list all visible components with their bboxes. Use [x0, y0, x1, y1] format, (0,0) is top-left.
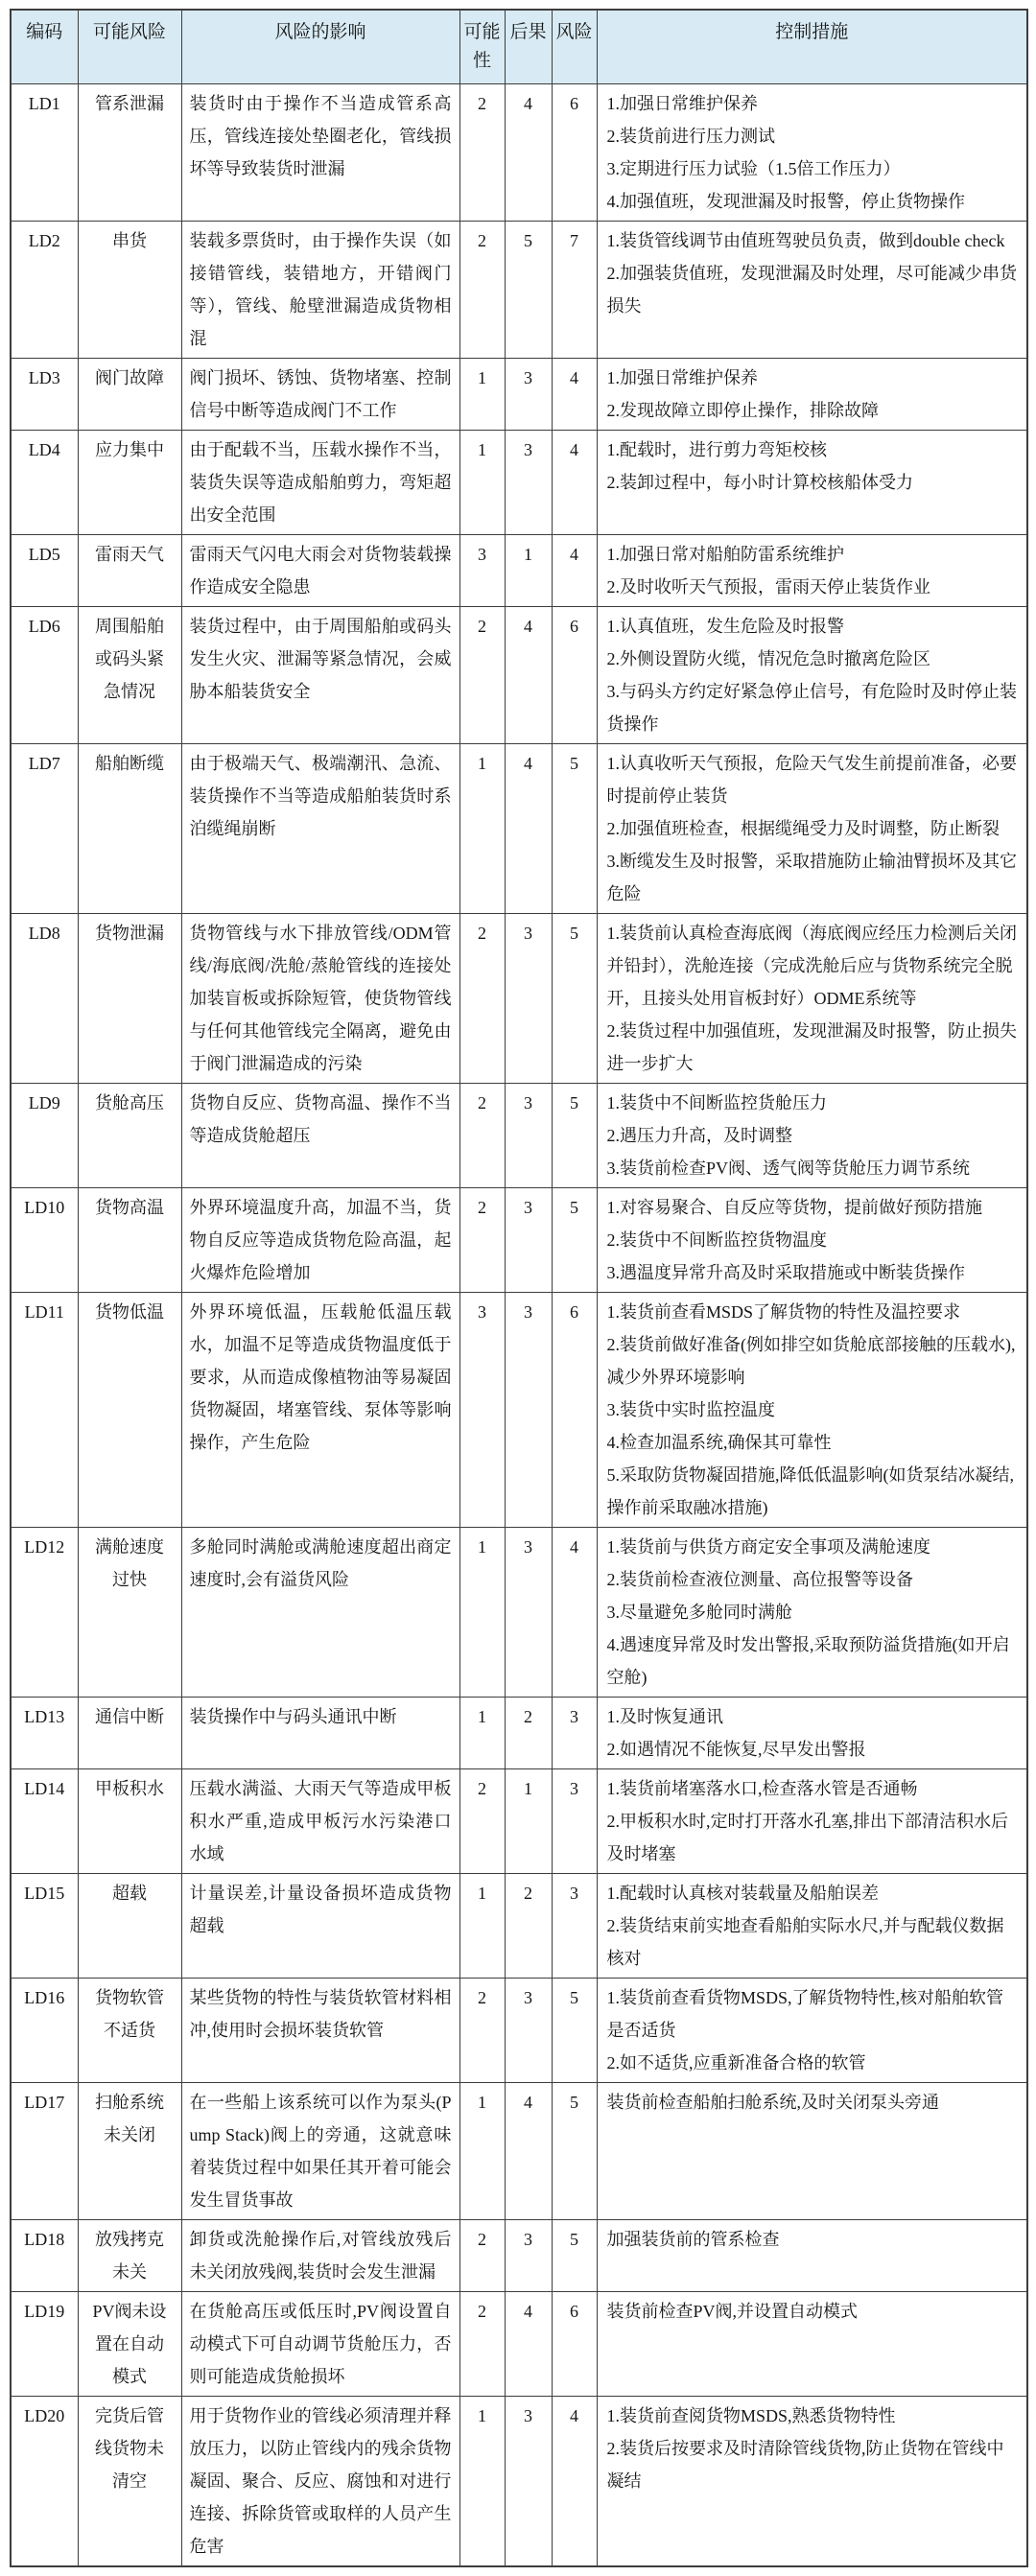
code-cell: LD3 [11, 359, 78, 431]
table-row [11, 535, 1027, 607]
control-item: 1.加强日常维护保养 [606, 94, 758, 113]
control-measures-cell [597, 2292, 1027, 2397]
code-cell: LD18 [11, 2220, 78, 2292]
consequence-cell: 4 [505, 2083, 552, 2220]
control-item: 1.装货前查看货物MSDS,了解货物特性,核对船舶软管是否适货 [606, 1988, 1004, 2040]
control-item: 3.与码头方约定好紧急停止信号，有危险时及时停止装货操作 [606, 682, 1017, 734]
control-measures-cell [597, 914, 1027, 1084]
possibility-cell: 2 [459, 1084, 505, 1188]
control-item: 2.如遇情况不能恢复,尽早发出警报 [606, 1740, 866, 1759]
table-row [11, 914, 1027, 1084]
table-row [11, 1979, 1027, 2083]
header-risk: 风险 [552, 10, 597, 84]
risk-name-cell: 周围船舶或码头紧急情况 [78, 607, 181, 744]
control-item: 1.装货前认真检查海底阀（海底阀应经压力检测后关闭并铅封），洗舱连接（完成洗舱后应与货物系统完全脱开，且接头处用盲板封好）ODME系统等 [606, 924, 1017, 1008]
code-cell: LD4 [11, 431, 78, 535]
table-row [11, 607, 1027, 744]
risk-name-cell: 货物软管不适货 [78, 1979, 181, 2083]
control-item: 2.加强值班检查，根据缆绳受力及时调整，防止断裂 [606, 819, 1000, 838]
risk-impact-cell: 货物自反应、货物高温、操作不当等造成货舱超压 [181, 1084, 459, 1188]
control-item: 1.配载时，进行剪力弯矩校核 [606, 440, 827, 459]
control-measures-cell [597, 535, 1027, 607]
code-cell: LD5 [11, 535, 78, 607]
risk-value-cell: 5 [552, 1084, 597, 1188]
code-cell: LD13 [11, 1698, 78, 1769]
code-cell: LD17 [11, 2083, 78, 2220]
consequence-cell: 3 [505, 1188, 552, 1293]
control-measures-cell [597, 1528, 1027, 1698]
control-item: 2.装货结束前实地查看船舶实际水尺,并与配载仪数据核对 [606, 1916, 1004, 1968]
risk-value-cell: 4 [552, 2397, 597, 2567]
control-item: 装货前检查船舶扫舱系统,及时关闭泵头旁通 [606, 2093, 939, 2112]
table-row [11, 2220, 1027, 2292]
risk-impact-cell: 由于配载不当，压载水操作不当，装货失误等造成船舶剪力，弯矩超出安全范围 [181, 431, 459, 535]
control-item: 1.配载时认真核对装载量及船舶误差 [606, 1884, 879, 1903]
risk-value-cell: 6 [552, 84, 597, 222]
risk-value-cell: 6 [552, 2292, 597, 2397]
consequence-cell: 2 [505, 1874, 552, 1979]
control-measures-cell [597, 2397, 1027, 2567]
risk-impact-cell: 在一些船上该系统可以作为泵头(Pump Stack)阀上的旁通，这就意味着装货过程中如果任其开着可能会发生冒货事故 [181, 2083, 459, 2220]
control-measures-cell [597, 744, 1027, 914]
consequence-cell: 1 [505, 1769, 552, 1874]
table-row [11, 1084, 1027, 1188]
consequence-cell: 3 [505, 1084, 552, 1188]
control-measures-cell [597, 2220, 1027, 2292]
control-measures-cell [597, 222, 1027, 359]
risk-value-cell: 6 [552, 607, 597, 744]
control-measures-cell [597, 1293, 1027, 1528]
control-item: 1.对容易聚合、自反应等货物，提前做好预防措施 [606, 1198, 982, 1217]
header-possibility: 可能性 [459, 10, 505, 84]
possibility-cell: 1 [459, 359, 505, 431]
risk-name-cell: 甲板积水 [78, 1769, 181, 1874]
risk-name-cell: 货舱高压 [78, 1084, 181, 1188]
risk-impact-cell: 由于极端天气、极端潮汛、急流、装货操作不当等造成船舶装货时系泊缆绳崩断 [181, 744, 459, 914]
control-measures-cell [597, 1979, 1027, 2083]
risk-value-cell: 5 [552, 1979, 597, 2083]
possibility-cell: 1 [459, 2083, 505, 2220]
possibility-cell: 2 [459, 1769, 505, 1874]
control-item: 2.装货后按要求及时清除管线货物,防止货物在管线中凝结 [606, 2439, 1004, 2491]
control-item: 3.尽量避免多舱同时满舱 [606, 1603, 792, 1622]
code-cell: LD14 [11, 1769, 78, 1874]
control-item: 1.加强日常维护保养 [606, 368, 758, 387]
risk-name-cell: PV阀未设置在自动模式 [78, 2292, 181, 2397]
table-row [11, 2397, 1027, 2567]
table-row [11, 431, 1027, 535]
possibility-cell: 2 [459, 2220, 505, 2292]
consequence-cell: 4 [505, 2292, 552, 2397]
control-item: 加强装货前的管系检查 [606, 2230, 780, 2249]
risk-name-cell: 超载 [78, 1874, 181, 1979]
control-item: 2.如不适货,应重新准备合格的软管 [606, 2053, 866, 2073]
code-cell: LD15 [11, 1874, 78, 1979]
control-item: 1.认真收听天气预报，危险天气发生前提前准备，必要时提前停止装货 [606, 754, 1017, 806]
table-row [11, 359, 1027, 431]
code-cell: LD8 [11, 914, 78, 1084]
risk-value-cell: 5 [552, 1188, 597, 1293]
consequence-cell: 5 [505, 222, 552, 359]
control-item: 1.认真值班，发生危险及时报警 [606, 617, 844, 636]
control-item: 2.及时收听天气预报，雷雨天停止装货作业 [606, 577, 930, 597]
risk-impact-cell: 用于货物作业的管线必须清理并释放压力，以防止管线内的残余货物凝固、聚合、反应、腐蚀和对进行连接、拆除货管或取样的人员产生危害 [181, 2397, 459, 2567]
risk-value-cell: 5 [552, 744, 597, 914]
control-item: 5.采取防货物凝固措施,降低低温影响(如货泵结冰凝结,操作前采取融冰措施) [606, 1465, 1014, 1517]
consequence-cell: 3 [505, 359, 552, 431]
control-item: 1.装货前查看MSDS了解货物的特性及温控要求 [606, 1302, 961, 1322]
risk-value-cell: 5 [552, 2083, 597, 2220]
possibility-cell: 1 [459, 1698, 505, 1769]
table-row [11, 222, 1027, 359]
possibility-cell: 2 [459, 84, 505, 222]
code-cell: LD12 [11, 1528, 78, 1698]
risk-name-cell: 阀门故障 [78, 359, 181, 431]
control-item: 1.装货前查阅货物MSDS,熟悉货物特性 [606, 2406, 896, 2425]
code-cell: LD11 [11, 1293, 78, 1528]
control-measures-cell [597, 1084, 1027, 1188]
header-consequence: 后果 [505, 10, 552, 84]
code-cell: LD9 [11, 1084, 78, 1188]
risk-impact-cell: 压载水满溢、大雨天气等造成甲板积水严重,造成甲板污水污染港口水域 [181, 1769, 459, 1874]
risk-impact-cell: 装货时由于操作不当造成管系高压，管线连接处垫圈老化，管线损坏等导致装货时泄漏 [181, 84, 459, 222]
header-possible-risk: 可能风险 [78, 10, 181, 84]
risk-impact-cell: 外界环境温度升高，加温不当，货物自反应等造成货物危险高温，起火爆炸危险增加 [181, 1188, 459, 1293]
control-measures-cell [597, 2083, 1027, 2220]
code-cell: LD7 [11, 744, 78, 914]
risk-value-cell: 7 [552, 222, 597, 359]
consequence-cell: 3 [505, 431, 552, 535]
control-measures-cell [597, 1769, 1027, 1874]
code-cell: LD2 [11, 222, 78, 359]
possibility-cell: 2 [459, 2292, 505, 2397]
control-item: 2.发现故障立即停止操作，排除故障 [606, 401, 879, 420]
control-item: 3.装货中实时监控温度 [606, 1400, 775, 1419]
risk-name-cell: 完货后管线货物未清空 [78, 2397, 181, 2567]
control-measures-cell [597, 1188, 1027, 1293]
control-measures-cell [597, 431, 1027, 535]
risk-value-cell: 5 [552, 2220, 597, 2292]
possibility-cell: 1 [459, 744, 505, 914]
risk-impact-cell: 装货操作中与码头通讯中断 [181, 1698, 459, 1769]
risk-impact-cell: 雷雨天气闪电大雨会对货物装载操作造成安全隐患 [181, 535, 459, 607]
control-measures-cell [597, 84, 1027, 222]
consequence-cell: 3 [505, 2220, 552, 2292]
possibility-cell: 2 [459, 914, 505, 1084]
risk-name-cell: 货物高温 [78, 1188, 181, 1293]
risk-value-cell: 4 [552, 1528, 597, 1698]
code-cell: LD16 [11, 1979, 78, 2083]
risk-impact-cell: 某些货物的特性与装货软管材料相冲,使用时会损坏装货软管 [181, 1979, 459, 2083]
risk-value-cell: 5 [552, 914, 597, 1084]
table-row [11, 2292, 1027, 2397]
header-code: 编码 [11, 10, 78, 84]
consequence-cell: 3 [505, 2397, 552, 2567]
control-item: 2.装货前进行压力测试 [606, 127, 775, 146]
code-cell: LD19 [11, 2292, 78, 2397]
control-item: 1.加强日常对船舶防雷系统维护 [606, 545, 844, 564]
possibility-cell: 2 [459, 222, 505, 359]
control-item: 装货前检查PV阀,并设置自动模式 [606, 2302, 859, 2321]
risk-value-cell: 4 [552, 359, 597, 431]
risk-impact-cell: 在货舱高压或低压时,PV阀设置自动模式下可自动调节货舱压力，否则可能造成货舱损坏 [181, 2292, 459, 2397]
control-item: 1.装货前堵塞落水口,检查落水管是否通畅 [606, 1779, 918, 1798]
code-cell: LD1 [11, 84, 78, 222]
risk-impact-cell: 多舱同时满舱或满舱速度超出商定速度时,会有溢货风险 [181, 1528, 459, 1698]
risk-impact-cell: 计量误差,计量设备损坏造成货物超载 [181, 1874, 459, 1979]
possibility-cell: 1 [459, 1874, 505, 1979]
control-item: 2.装货中不间断监控货物温度 [606, 1230, 827, 1250]
control-item: 3.断缆发生及时报警，采取措施防止输油臂损坏及其它危险 [606, 852, 1017, 903]
header-control-measures: 控制措施 [597, 10, 1027, 84]
control-item: 3.遇温度异常升高及时采取措施或中断装货操作 [606, 1263, 965, 1282]
consequence-cell: 3 [505, 1528, 552, 1698]
table-row [11, 1698, 1027, 1769]
control-item: 2.装货过程中加强值班，发现泄漏及时报警，防止损失进一步扩大 [606, 1021, 1017, 1073]
control-item: 1.装货中不间断监控货舱压力 [606, 1093, 827, 1112]
table-row [11, 1188, 1027, 1293]
table-row [11, 1293, 1027, 1528]
control-measures-cell [597, 359, 1027, 431]
risk-impact-cell: 外界环境低温，压载舱低温压载水，加温不足等造成货物温度低于要求，从而造成像植物油等易凝固货物凝固，堵塞管线、泵体等影响操作，产生危险 [181, 1293, 459, 1528]
control-item: 1.装货前与供货方商定安全事项及满舱速度 [606, 1537, 930, 1557]
risk-impact-cell: 货物管线与水下排放管线/ODM管线/海底阀/洗舱/蒸舱管线的连接处加装盲板或拆除短管，使货物管线与任何其他管线完全隔离，避免由于阀门泄漏造成的污染 [181, 914, 459, 1084]
consequence-cell: 3 [505, 914, 552, 1084]
table-row [11, 1528, 1027, 1698]
control-item: 2.加强装货值班，发现泄漏及时处理，尽可能减少串货损失 [606, 264, 1017, 316]
control-item: 4.加强值班，发现泄漏及时报警，停止货物操作 [606, 192, 965, 211]
consequence-cell: 3 [505, 1293, 552, 1528]
risk-value-cell: 6 [552, 1293, 597, 1528]
risk-name-cell: 货物低温 [78, 1293, 181, 1528]
risk-name-cell: 扫舱系统未关闭 [78, 2083, 181, 2220]
consequence-cell: 4 [505, 84, 552, 222]
risk-value-cell: 3 [552, 1769, 597, 1874]
risk-name-cell: 通信中断 [78, 1698, 181, 1769]
control-item: 3.装货前检查PV阀、透气阀等货舱压力调节系统 [606, 1159, 971, 1178]
risk-value-cell: 3 [552, 1698, 597, 1769]
possibility-cell: 1 [459, 2397, 505, 2567]
control-item: 1.及时恢复通讯 [606, 1707, 723, 1726]
table-row [11, 744, 1027, 914]
code-cell: LD20 [11, 2397, 78, 2567]
header-row [11, 10, 1027, 84]
consequence-cell: 4 [505, 607, 552, 744]
possibility-cell: 2 [459, 1979, 505, 2083]
code-cell: LD10 [11, 1188, 78, 1293]
possibility-cell: 2 [459, 607, 505, 744]
consequence-cell: 2 [505, 1698, 552, 1769]
risk-impact-cell: 阀门损坏、锈蚀、货物堵塞、控制信号中断等造成阀门不工作 [181, 359, 459, 431]
possibility-cell: 1 [459, 1528, 505, 1698]
risk-name-cell: 船舶断缆 [78, 744, 181, 914]
possibility-cell: 1 [459, 431, 505, 535]
risk-name-cell: 雷雨天气 [78, 535, 181, 607]
control-item: 2.甲板积水时,定时打开落水孔塞,排出下部清洁积水后及时堵塞 [606, 1812, 1008, 1863]
consequence-cell: 3 [505, 1979, 552, 2083]
control-item: 3.定期进行压力试验（1.5倍工作压力） [606, 159, 901, 178]
control-item: 2.装货前做好准备(例如排空如货舱底部接触的压载水),减少外界环境影响 [606, 1335, 1016, 1387]
risk-name-cell: 应力集中 [78, 431, 181, 535]
risk-name-cell: 管系泄漏 [78, 84, 181, 222]
code-cell: LD6 [11, 607, 78, 744]
control-item: 1.装货管线调节由值班驾驶员负责，做到double check [606, 231, 1005, 250]
risk-impact-cell: 装载多票货时，由于操作失误（如接错管线，装错地方，开错阀门等），管线、舱壁泄漏造成货物相混 [181, 222, 459, 359]
control-item: 4.遇速度异常及时发出警报,采取预防溢货措施(如开启空舱) [606, 1635, 1010, 1687]
risk-name-cell: 货物泄漏 [78, 914, 181, 1084]
risk-name-cell: 满舱速度过快 [78, 1528, 181, 1698]
control-item: 2.遇压力升高，及时调整 [606, 1126, 792, 1145]
risk-value-cell: 4 [552, 431, 597, 535]
consequence-cell: 4 [505, 744, 552, 914]
possibility-cell: 3 [459, 1293, 505, 1528]
risk-name-cell: 放残拷克未关 [78, 2220, 181, 2292]
risk-value-cell: 4 [552, 535, 597, 607]
control-item: 2.外侧设置防火缆，情况危急时撤离危险区 [606, 649, 930, 668]
consequence-cell: 1 [505, 535, 552, 607]
risk-impact-cell: 装货过程中，由于周围船舶或码头发生火灾、泄漏等紧急情况，会威胁本船装货安全 [181, 607, 459, 744]
control-item: 4.检查加温系统,确保其可靠性 [606, 1433, 832, 1452]
control-item: 2.装货前检查液位测量、高位报警等设备 [606, 1570, 913, 1589]
table-row [11, 84, 1027, 222]
control-measures-cell [597, 1698, 1027, 1769]
risk-value-cell: 3 [552, 1874, 597, 1979]
possibility-cell: 3 [459, 535, 505, 607]
table-row [11, 1874, 1027, 1979]
possibility-cell: 2 [459, 1188, 505, 1293]
table-row [11, 2083, 1027, 2220]
control-measures-cell [597, 1874, 1027, 1979]
control-measures-cell [597, 607, 1027, 744]
header-risk-impact: 风险的影响 [181, 10, 459, 84]
table-row [11, 1769, 1027, 1874]
risk-impact-cell: 卸货或洗舱操作后,对管线放残后未关闭放残阀,装货时会发生泄漏 [181, 2220, 459, 2292]
loading-risk-assessment-table [10, 9, 1028, 2567]
control-item: 2.装卸过程中，每小时计算校核船体受力 [606, 473, 913, 492]
risk-name-cell: 串货 [78, 222, 181, 359]
